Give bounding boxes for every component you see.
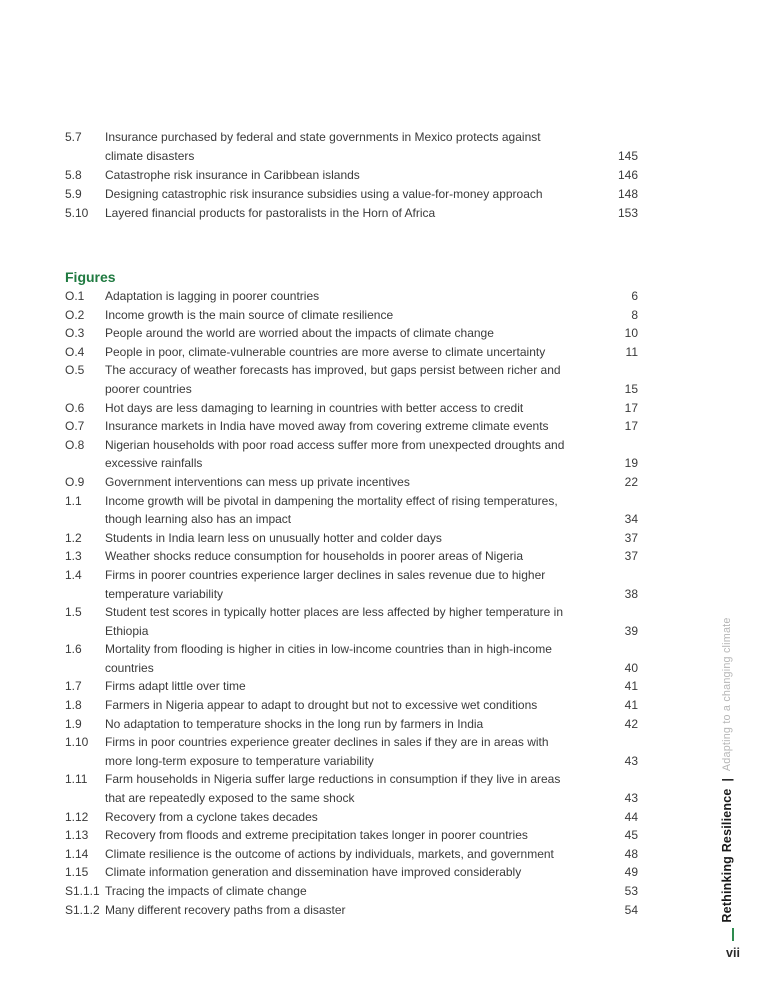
- page-number: vii: [726, 946, 740, 960]
- toc-entry: [65, 808, 638, 827]
- toc-entry-number: O.1: [65, 289, 85, 303]
- toc-entry-page: 54: [624, 902, 638, 917]
- toc-entry-page: 11: [625, 344, 638, 359]
- toc-entry-title: Income growth is the main source of climate resilience: [105, 307, 394, 322]
- spine-vertical-title: [719, 610, 735, 930]
- toc-entry-number: O.2: [65, 307, 85, 322]
- toc-entry-number: 1.3: [65, 549, 82, 564]
- toc-entry: [65, 399, 638, 418]
- toc-entry-title: Weather shocks reduce consumption for households in poorer areas of Nigeria: [105, 549, 524, 564]
- toc-entry: [65, 696, 638, 715]
- toc-entry-page: 38: [624, 586, 638, 601]
- toc-entry-number: 1.8: [65, 698, 82, 713]
- toc-entry-number: O.9: [65, 474, 85, 489]
- toc-entry-title: People around the world are worried about the impacts of climate change: [105, 326, 494, 341]
- toc-entry-page: 148: [617, 187, 638, 201]
- report-title: Rethinking Resilience: [720, 788, 734, 923]
- toc-entry-number: S1.1.1: [65, 884, 100, 898]
- toc-entry: [65, 603, 638, 640]
- toc-entry-number: S1.1.2: [65, 902, 100, 917]
- toc-entry-number: O.7: [65, 419, 85, 434]
- toc-entry: [65, 492, 638, 529]
- toc-entry: [65, 863, 638, 882]
- toc-entry-page: 42: [624, 716, 638, 731]
- toc-entry-page: 146: [617, 168, 638, 182]
- toc-entry-number: 5.10: [65, 206, 89, 220]
- toc-entry: [65, 882, 638, 901]
- toc-entry: [65, 677, 638, 696]
- toc-entry-page: 45: [624, 828, 638, 843]
- toc-entry-title: Hot days are less damaging to learning in countries with better access to credit: [105, 400, 524, 415]
- toc-entry-number: 1.5: [65, 605, 82, 620]
- toc-entry-title: Firms in poor countries experience greater declines in sales if they are in areas with more long-term exposure to temperature variability: [105, 735, 549, 768]
- toc-entry-title: Farm households in Nigeria suffer large reductions in consumption if they live in areas that are repeatedly exposed to the same shock: [105, 772, 561, 806]
- toc-entry-page: 48: [624, 846, 638, 861]
- title-separator: |: [720, 778, 734, 782]
- toc-entry-number: O.6: [65, 400, 85, 415]
- toc-entry-title: Adaptation is lagging in poorer countries: [105, 289, 320, 303]
- toc-entry-title: Layered financial products for pastoralists in the Horn of Africa: [105, 206, 436, 220]
- toc-entry-title: Nigerian households with poor road access suffer more from unexpected droughts and excessive rainfalls: [105, 437, 565, 471]
- toc-entry: [65, 640, 638, 677]
- toc-content: [65, 128, 638, 919]
- toc-entry: [65, 715, 638, 734]
- figures-heading: Figures: [65, 269, 116, 285]
- toc-entry: [65, 324, 638, 343]
- toc-entry-number: 1.12: [65, 809, 89, 824]
- toc-entry: [65, 417, 638, 436]
- toc-entry-page: 37: [624, 530, 638, 545]
- toc-entry-title: Government interventions can mess up private incentives: [105, 474, 410, 489]
- toc-entry-number: 1.14: [65, 846, 89, 861]
- toc-entry: [65, 166, 638, 185]
- toc-entry-page: 39: [624, 623, 638, 638]
- toc-entry-number: 5.7: [65, 130, 82, 144]
- toc-entry-page: 34: [624, 512, 638, 527]
- toc-entry: [65, 287, 638, 306]
- folio-accent-line: [732, 928, 734, 941]
- toc-entry: [65, 128, 638, 166]
- figures-entries-section: [65, 287, 638, 919]
- toc-entry-page: 6: [631, 289, 638, 303]
- toc-entry: [65, 826, 638, 845]
- toc-entry: [65, 901, 638, 920]
- toc-entry-page: 53: [624, 884, 638, 898]
- toc-entry-title: Students in India learn less on unusually hotter and colder days: [105, 530, 442, 545]
- toc-entry-title: Firms in poorer countries experience larger declines in sales revenue due to higher temperature variability: [105, 567, 546, 601]
- toc-entry-number: 1.13: [65, 828, 89, 843]
- toc-entry: [65, 529, 638, 548]
- toc-entry-page: 17: [624, 400, 638, 415]
- toc-entry-number: 5.9: [65, 187, 82, 201]
- toc-entry-page: 43: [624, 753, 638, 768]
- toc-entry-page: 22: [624, 474, 638, 489]
- toc-entry-title: Recovery from a cyclone takes decades: [105, 809, 318, 824]
- toc-entry-page: 41: [624, 679, 638, 694]
- toc-entry: [65, 473, 638, 492]
- toc-entry-title: Climate information generation and dissemination have improved considerably: [105, 865, 522, 880]
- toc-entry: [65, 204, 638, 223]
- toc-entry-page: 44: [624, 809, 638, 824]
- toc-entry: [65, 566, 638, 603]
- toc-entry-number: 1.10: [65, 735, 89, 750]
- toc-entry-page: 41: [624, 698, 638, 713]
- toc-entry-page: 8: [631, 307, 638, 322]
- toc-entry-title: Designing catastrophic risk insurance subsidies using a value-for-money approach: [105, 187, 543, 201]
- toc-entry-number: 5.8: [65, 168, 82, 182]
- toc-entry-number: 1.7: [65, 679, 82, 694]
- toc-entry: [65, 185, 638, 204]
- toc-entry-title: Tracing the impacts of climate change: [105, 884, 307, 898]
- toc-entry-title: Recovery from floods and extreme precipitation takes longer in poorer countries: [105, 828, 528, 843]
- toc-entry-title: Insurance purchased by federal and state governments in Mexico protects against climate disasters: [105, 130, 541, 163]
- toc-entry-number: 1.2: [65, 530, 82, 545]
- toc-entry-number: O.4: [65, 344, 85, 359]
- toc-entry-number: O.5: [65, 363, 85, 378]
- toc-entry: [65, 845, 638, 864]
- toc-entry-title: Insurance markets in India have moved away from covering extreme climate events: [105, 419, 549, 434]
- toc-entry-title: No adaptation to temperature shocks in the long run by farmers in India: [105, 716, 484, 731]
- toc-entry: [65, 361, 638, 398]
- folio: [724, 928, 742, 960]
- toc-entry-title: Catastrophe risk insurance in Caribbean islands: [105, 168, 360, 182]
- toc-entry-title: The accuracy of weather forecasts has improved, but gaps persist between richer and poorer countries: [105, 363, 561, 396]
- toc-entry-title: Student test scores in typically hotter places are less affected by higher temperature in Ethiopia: [105, 605, 564, 638]
- toc-entry-page: 15: [624, 381, 638, 396]
- toc-entry-title: Firms adapt little over time: [105, 679, 246, 694]
- toc-entry-title: Many different recovery paths from a disaster: [105, 902, 346, 917]
- toc-entry-number: 1.4: [65, 567, 82, 582]
- toc-entry-number: 1.6: [65, 642, 82, 657]
- toc-entry: [65, 343, 638, 362]
- toc-entry-page: 153: [617, 206, 638, 220]
- toc-entry-title: Farmers in Nigeria appear to adapt to drought but not to excessive wet conditions: [105, 698, 538, 713]
- toc-entry-number: 1.11: [65, 772, 88, 787]
- toc-entry-title: Income growth will be pivotal in dampening the mortality effect of rising temperatures, though learning also has an impact: [105, 493, 558, 527]
- toc-entry-page: 17: [624, 419, 638, 434]
- toc-entry: [65, 436, 638, 473]
- toc-entry-number: 1.1: [65, 493, 82, 508]
- report-subtitle: Adapting to a changing climate: [721, 617, 733, 772]
- toc-entry-page: 10: [624, 326, 638, 341]
- toc-entry-number: O.8: [65, 437, 85, 452]
- toc-entry-number: 1.9: [65, 716, 82, 731]
- toc-entry: [65, 547, 638, 566]
- toc-entry-title: People in poor, climate-vulnerable countries are more averse to climate uncertainty: [105, 344, 546, 359]
- toc-entry-title: Climate resilience is the outcome of actions by individuals, markets, and government: [105, 846, 554, 861]
- toc-entry: [65, 770, 638, 807]
- toc-entry-title: Mortality from flooding is higher in cities in low-income countries than in high-income countries: [105, 642, 552, 675]
- toc-entry-page: 40: [624, 660, 638, 675]
- toc-entry-page: 43: [624, 791, 638, 806]
- boxes-entries-section: [65, 128, 638, 223]
- toc-entry: [65, 306, 638, 325]
- toc-entry-page: 49: [624, 865, 638, 880]
- toc-entry-number: 1.15: [65, 865, 89, 880]
- toc-entry-page: 37: [624, 549, 638, 564]
- toc-entry-page: 145: [617, 149, 638, 163]
- toc-entry: [65, 733, 638, 770]
- toc-entry-number: O.3: [65, 326, 85, 341]
- toc-entry-page: 19: [624, 456, 638, 471]
